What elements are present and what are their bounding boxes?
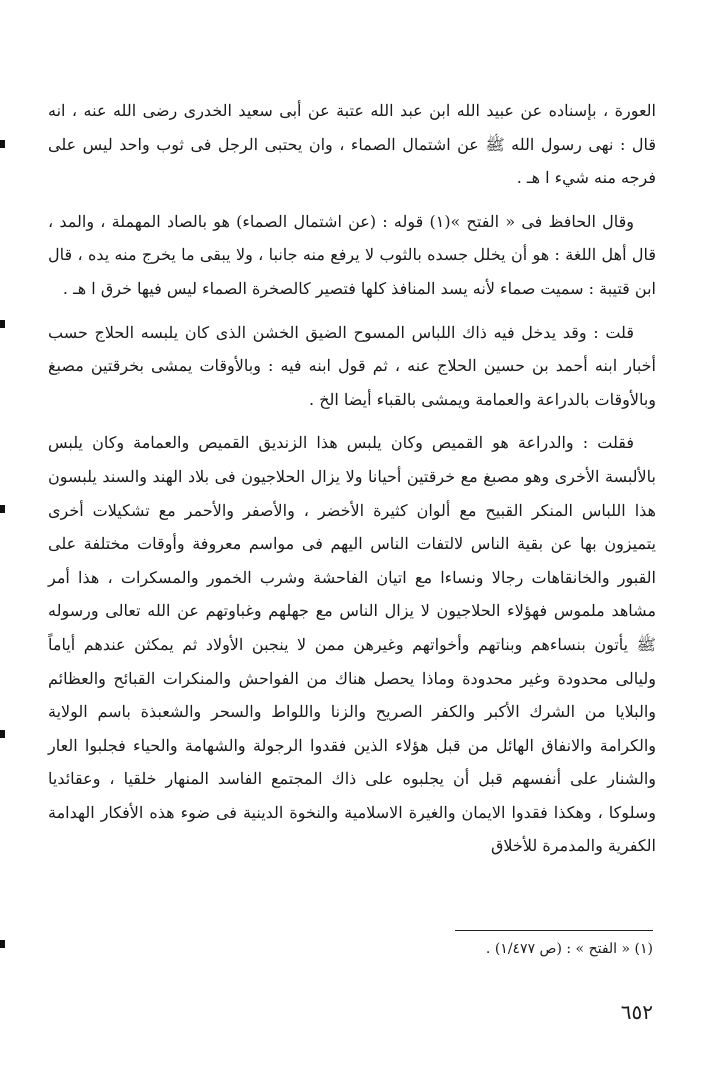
paragraph-fath-quote: وقال الحافظ فى « الفتح »(١) قوله : (عن اشتمال الصماء) هو بالصاد المهملة ، والمد ، قال أهل اللغة : هو أن يخلل جسده بالثوب لا يرفع منه جانبا ، ولا يبقى ما يخرج منه يده ، قال ابن قتيبة : سميت صماء لأنه يسد المنافذ كلها فتصير كالصخرة الصماء ليس فيها خرق ا هـ . [48, 211, 656, 298]
page-number: ٦٥٢ [620, 1000, 653, 1024]
margin-mark [0, 730, 5, 738]
margin-mark [0, 940, 5, 948]
footnote-divider [455, 930, 653, 931]
paragraph-commentary: فقلت : والدراعة هو القميص وكان يلبس هذا الزنديق القميص والعمامة وكان يلبس بالألبسة الأخرى وهو مصبغ مع خرقتين أحيانا ولا يزال الحلاجيون فى بلاد الهند والسند يلبسون هذا اللباس المنكر القبيح مع ألوان كثيرة الأخضر ، والأصفر والأحمر مع تشكيلات أخرى يتميزون بها عن بقية الناس لالتفات الناس اليهم فى مواسم معروفة وأوقات مختلفة على القبور والخانقاهات رجالا ونساءا مع اتيان الفاحشة وشرب الخمور والمسكرات ، هذا أمر مشاهد ملموس فهؤلاء الحلاجيون لا يزال الناس مع جهلهم وغباوتهم عن الله تعالى ورسوله ﷺ يأتون بنساءهم وبناتهم وأخواتهم وغيرهن ممن لا ينجبن الأولاد ثم يمكثن عندهم أياماً وليالى محدودة وغير محدودة وماذا يحصل هناك من الفواحش والمنكرات القبائح والعظائم والبلايا من الشرك الأكبر والكفر الصريح والزنا واللواط والسحر والشعبذة باسم الولاية والكرامة والانفاق الهائل من قبل هؤلاء الذين فقدوا الرجولة والشهامة والحياء فجلبوا العار والشنار على أنفسهم قبل أن يجلبوه على ذاك المجتمع الفاسد المنهار خلقيا ، وعقائديا وسلوكا ، وهكذا فقدوا الايمان والغيرة الاسلامية والنخوة الدينية فى ضوء هذه الأفكار الهدامة الكفرية والمدمرة للأخلاق [48, 433, 656, 856]
margin-mark [0, 320, 5, 328]
body-text [48, 94, 656, 863]
footnote: (١) « الفتح » : (ص ١/٤٧٧) . [485, 941, 653, 957]
paragraph-hadith: العورة ، بإسناده عن عبيد الله ابن عبد الله عتبة عن أبى سعيد الخدرى رضى الله عنه ، انه قال : نهى رسول الله ﷺ عن اشتمال الصماء ، وان يحتبى الرجل فى ثوب واحد ليس على فرجه منه شيء ا هـ . [48, 101, 657, 188]
margin-mark [0, 505, 5, 513]
margin-mark [0, 140, 5, 148]
paragraph-hallaj-dress: قلت : وقد يدخل فيه ذاك اللباس المسوح الضيق الخشن الذى كان يلبسه الحلاج حسب أخبار ابنه أحمد بن حسين الحلاج عنه ، ثم قول ابنه فيه : وبالأوقات يمشى بخرقتين مصبغ وبالأوقات بالدراعة والعمامة ويمشى بالقباء أيضا الخ . [48, 322, 656, 409]
